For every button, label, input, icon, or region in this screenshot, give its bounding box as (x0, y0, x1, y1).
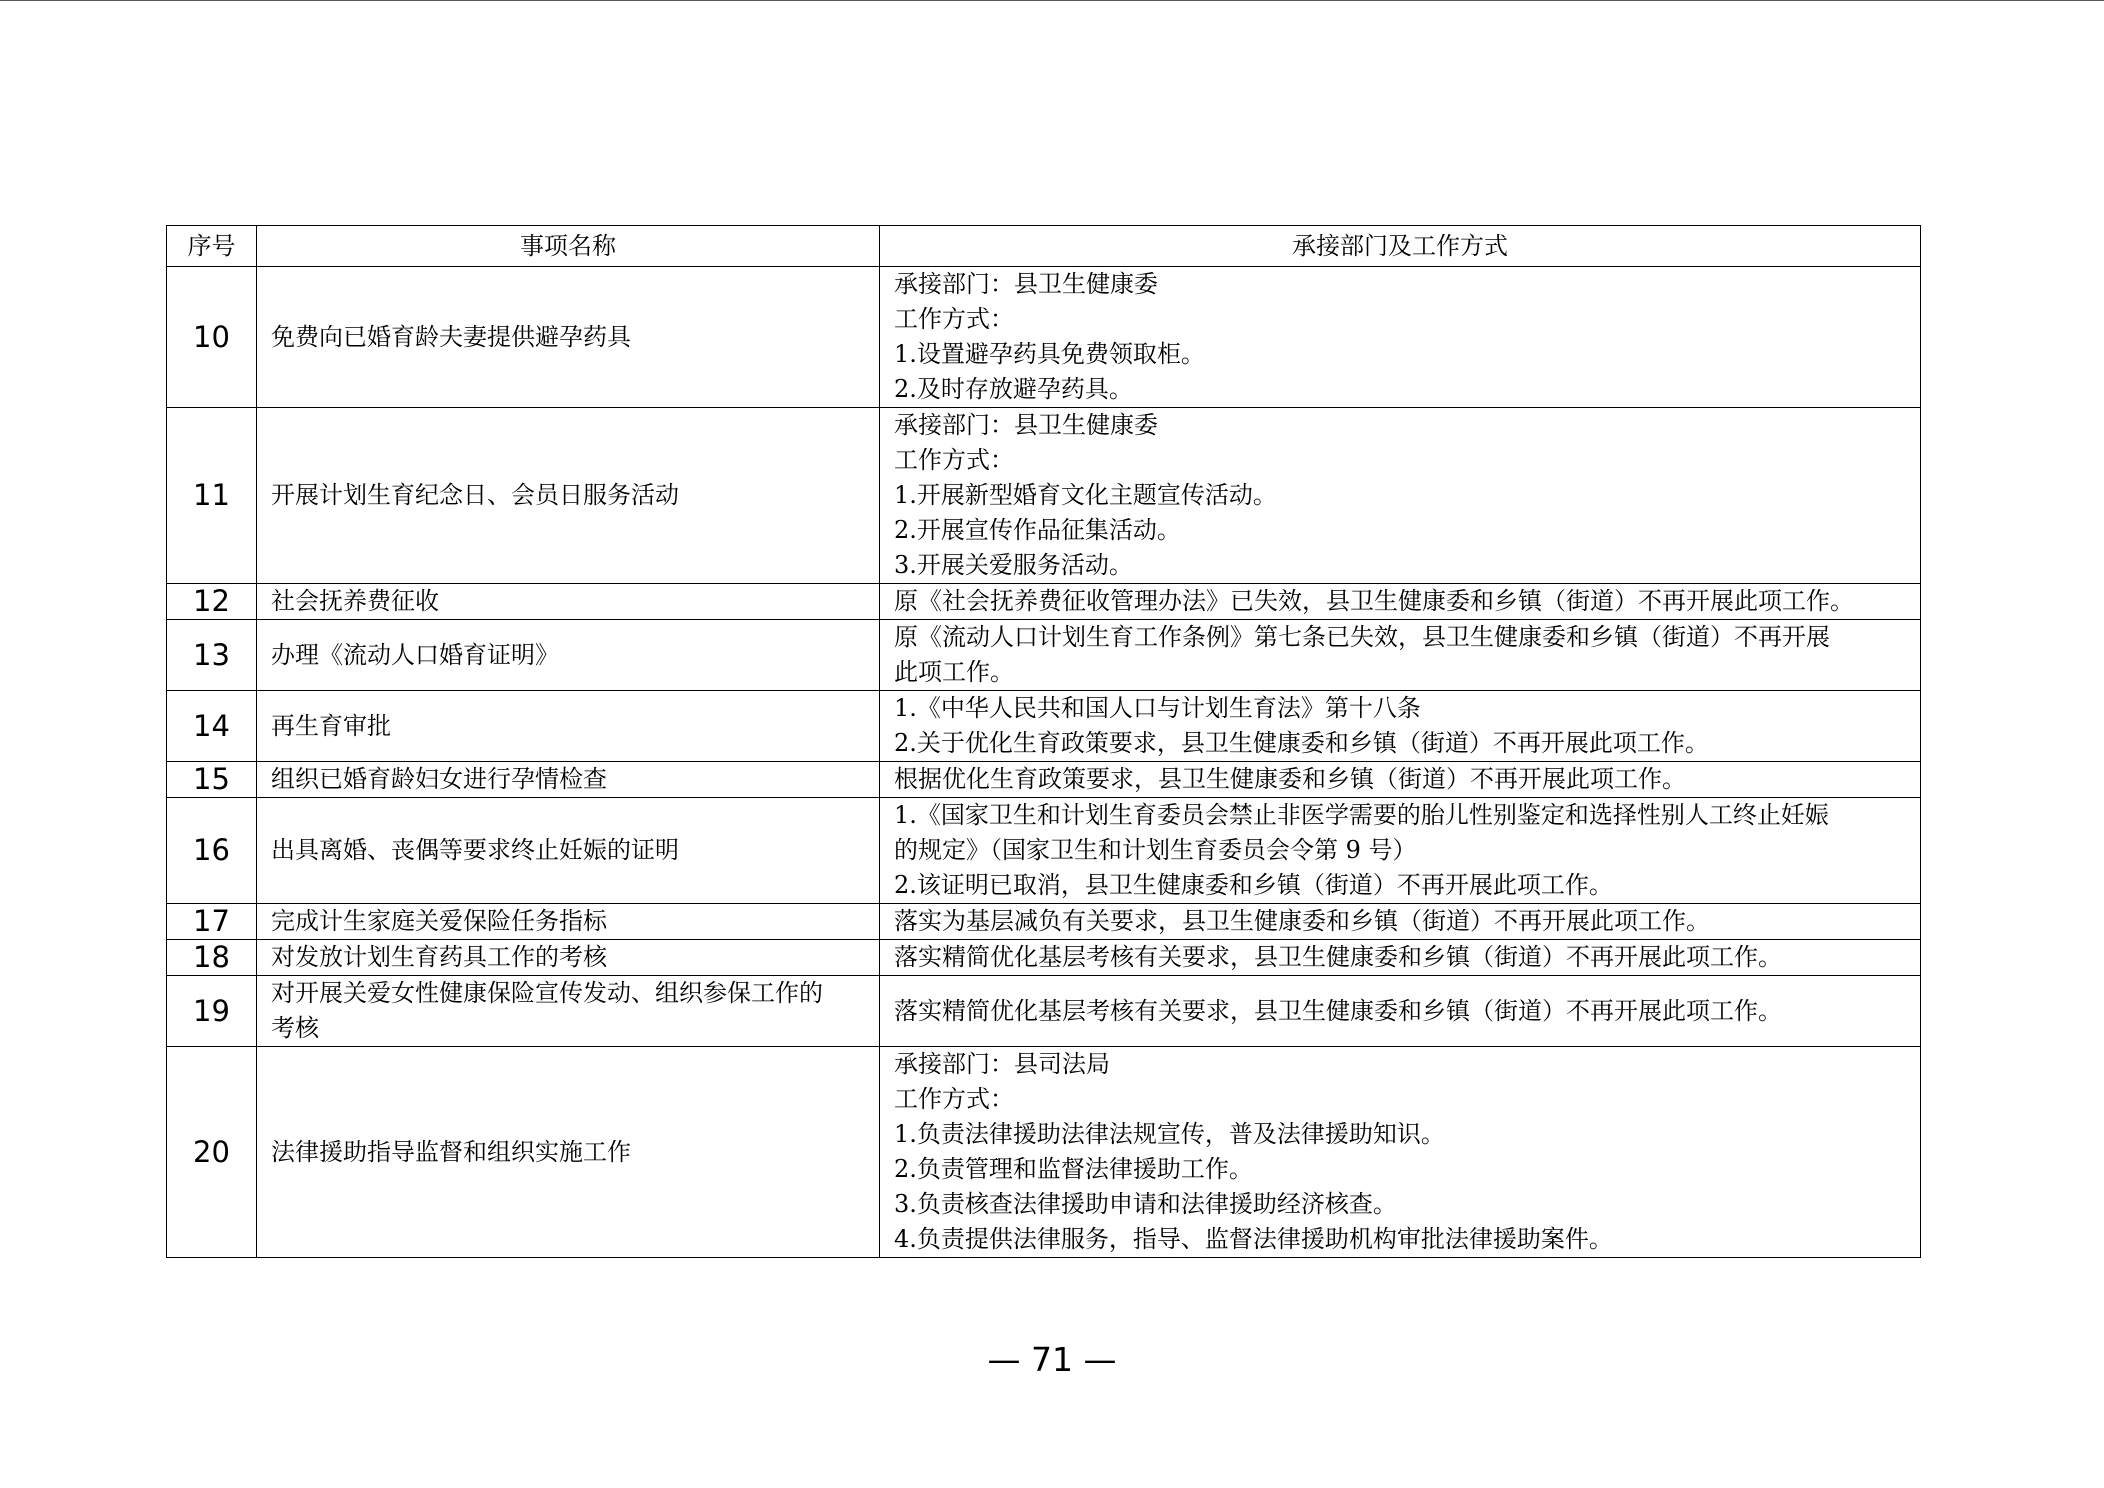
method-line: 落实精简优化基层考核有关要求，县卫生健康委和乡镇（街道）不再开展此项工作。 (894, 996, 1782, 1025)
item-name: 出具离婚、丧偶等要求终止妊娠的证明 (257, 798, 880, 904)
method-line: 1.《中华人民共和国人口与计划生育法》第十八条 (894, 694, 1421, 722)
table-row (167, 691, 1921, 762)
table-row (167, 408, 1921, 584)
method-line: 1.设置避孕药具免费领取柜。 (894, 340, 1205, 368)
method-cell (880, 976, 1921, 1047)
item-name: 法律援助指导监督和组织实施工作 (257, 1047, 880, 1258)
row-number: 15 (167, 762, 257, 798)
method-line: 2.该证明已取消，县卫生健康委和乡镇（街道）不再开展此项工作。 (894, 871, 1613, 899)
row-number: 12 (167, 584, 257, 620)
method-line: 工作方式： (894, 305, 1014, 333)
method-line: 承接部门：县司法局 (894, 1050, 1110, 1078)
table-row (167, 976, 1921, 1047)
items-table (166, 225, 1921, 1258)
header-name: 事项名称 (257, 226, 880, 267)
method-line: 承接部门：县卫生健康委 (894, 270, 1158, 298)
method-line: 1.《国家卫生和计划生育委员会禁止非医学需要的胎儿性别鉴定和选择性别人工终止妊娠 (894, 801, 1829, 829)
method-line: 工作方式： (894, 1085, 1014, 1113)
row-number: 17 (167, 904, 257, 940)
method-line: 原《社会抚养费征收管理办法》已失效，县卫生健康委和乡镇（街道）不再开展此项工作。 (894, 587, 1854, 615)
method-line: 1.开展新型婚育文化主题宣传活动。 (894, 481, 1277, 509)
row-number: 13 (167, 620, 257, 691)
item-name: 开展计划生育纪念日、会员日服务活动 (257, 408, 880, 584)
row-number: 10 (167, 267, 257, 408)
item-name: 免费向已婚育龄夫妻提供避孕药具 (257, 267, 880, 408)
method-cell (880, 762, 1921, 798)
method-cell (880, 620, 1921, 691)
method-line: 2.负责管理和监督法律援助工作。 (894, 1155, 1253, 1183)
header-method: 承接部门及工作方式 (880, 226, 1921, 267)
method-line: 3.开展关爱服务活动。 (894, 551, 1133, 579)
row-number: 19 (167, 976, 257, 1047)
method-line: 工作方式： (894, 446, 1014, 474)
table-row (167, 904, 1921, 940)
method-line: 此项工作。 (894, 658, 1014, 686)
method-cell (880, 267, 1921, 408)
method-line: 4.负责提供法律服务，指导、监督法律援助机构审批法律援助案件。 (894, 1225, 1613, 1253)
method-cell (880, 584, 1921, 620)
method-line: 根据优化生育政策要求，县卫生健康委和乡镇（街道）不再开展此项工作。 (894, 765, 1686, 793)
row-number: 16 (167, 798, 257, 904)
method-line: 落实精简优化基层考核有关要求，县卫生健康委和乡镇（街道）不再开展此项工作。 (894, 943, 1782, 971)
row-number: 11 (167, 408, 257, 584)
item-name: 再生育审批 (257, 691, 880, 762)
item-name: 办理《流动人口婚育证明》 (257, 620, 880, 691)
item-name: 社会抚养费征收 (257, 584, 880, 620)
item-name-line: 考核 (271, 1014, 319, 1042)
method-cell (880, 408, 1921, 584)
table-row (167, 940, 1921, 976)
table-header-row (167, 226, 1921, 267)
method-line: 原《流动人口计划生育工作条例》第七条已失效，县卫生健康委和乡镇（街道）不再开展 (894, 623, 1830, 651)
page-content (166, 225, 1920, 1258)
table-row (167, 762, 1921, 798)
method-line: 1.负责法律援助法律法规宣传，普及法律援助知识。 (894, 1120, 1445, 1148)
method-line: 2.关于优化生育政策要求，县卫生健康委和乡镇（街道）不再开展此项工作。 (894, 729, 1709, 757)
page-number: — 71 — (987, 1340, 1117, 1379)
item-name-line: 对开展关爱女性健康保险宣传发动、组织参保工作的 (271, 979, 823, 1007)
row-number: 18 (167, 940, 257, 976)
method-line: 的规定》（国家卫生和计划生育委员会令第 9 号） (894, 836, 1417, 864)
method-line: 落实为基层减负有关要求，县卫生健康委和乡镇（街道）不再开展此项工作。 (894, 907, 1710, 935)
method-cell (880, 940, 1921, 976)
method-line: 3.负责核查法律援助申请和法律援助经济核查。 (894, 1190, 1397, 1218)
table-row (167, 267, 1921, 408)
method-line: 2.开展宣传作品征集活动。 (894, 516, 1181, 544)
table-row (167, 798, 1921, 904)
method-line: 承接部门：县卫生健康委 (894, 411, 1158, 439)
item-name: 组织已婚育龄妇女进行孕情检查 (257, 762, 880, 798)
item-name: 完成计生家庭关爱保险任务指标 (257, 904, 880, 940)
table-row (167, 584, 1921, 620)
item-name (257, 976, 880, 1047)
item-name: 对发放计划生育药具工作的考核 (257, 940, 880, 976)
table-row (167, 620, 1921, 691)
row-number: 20 (167, 1047, 257, 1258)
method-line: 2.及时存放避孕药具。 (894, 375, 1133, 403)
method-cell (880, 691, 1921, 762)
method-cell (880, 904, 1921, 940)
method-cell (880, 798, 1921, 904)
row-number: 14 (167, 691, 257, 762)
header-no: 序号 (167, 226, 257, 267)
table-row (167, 1047, 1921, 1258)
top-border-line (0, 0, 2104, 1)
method-cell (880, 1047, 1921, 1258)
